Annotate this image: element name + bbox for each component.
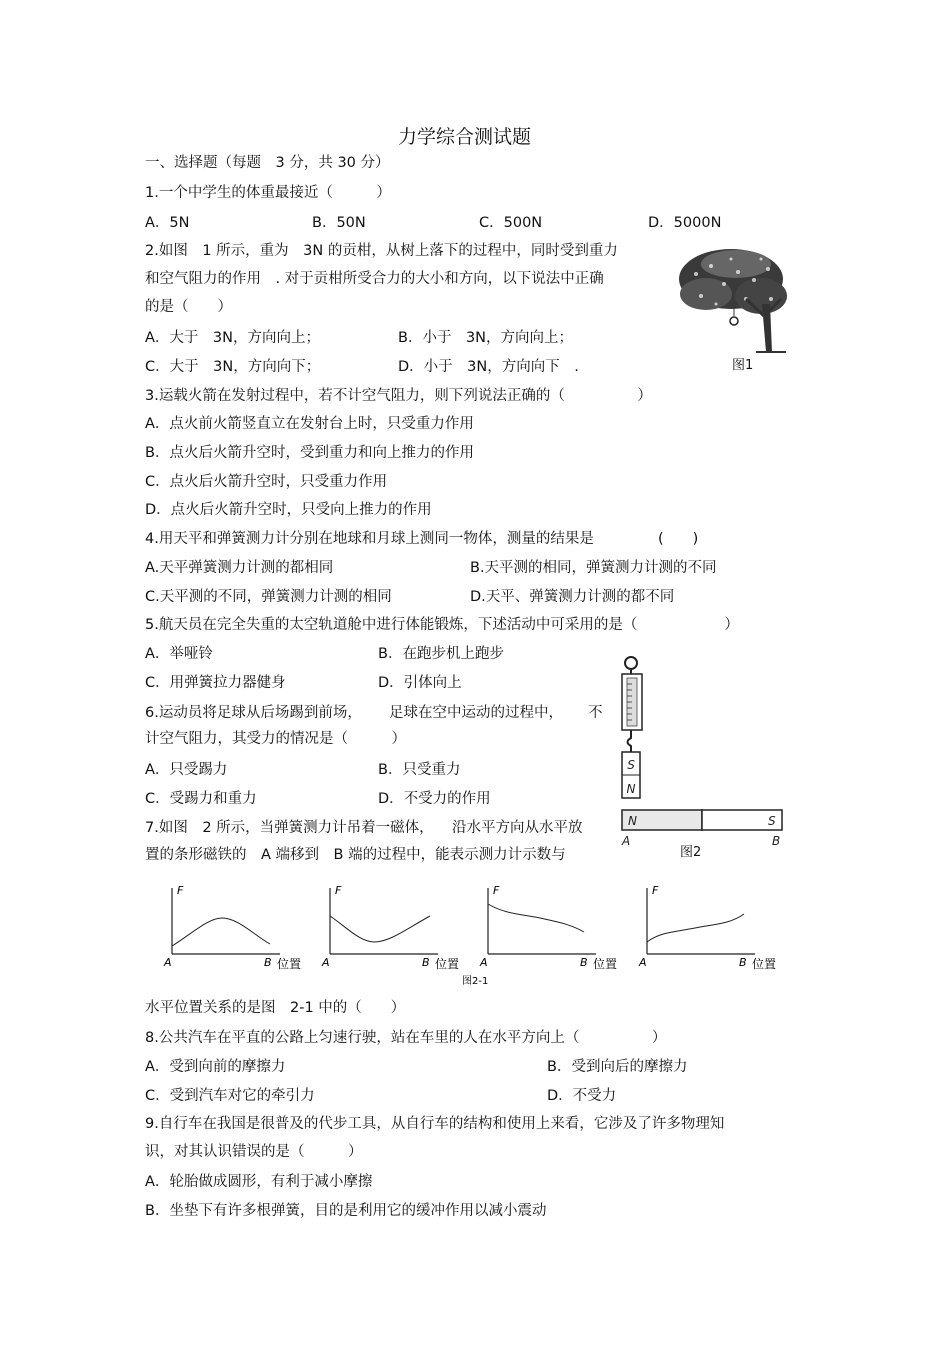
- question-7-line-2: 置的条形磁铁的 A 端移到 B 端的过程中，能表示测力计示数与: [145, 847, 566, 863]
- question-7-line-1a: 7.如图 2 所示，当弹簧测力计吊着一磁体，: [145, 820, 434, 836]
- question-6-line-1a: 6.运动员将足球从后场踢到前场，: [145, 705, 362, 721]
- question-8-option-b: B．受到向后的摩擦力: [547, 1059, 688, 1075]
- question-5-stem: 5.航天员在完全失重的太空轨道舱中进行体能锻炼，下述活动中可采用的是（ ）: [145, 617, 739, 633]
- question-6-option-c: C．受踢力和重力: [145, 791, 257, 807]
- question-8-stem: 8.公共汽车在平直的公路上匀速行驶，站在车里的人在水平方向上（ ）: [145, 1030, 667, 1046]
- bar-magnet-s-label: S: [768, 814, 776, 828]
- graph-options-figure: [160, 880, 790, 990]
- question-4-option-d: D.天平、弹簧测力计测的都不同: [470, 589, 675, 605]
- question-4-option-b: B.天平测的相同，弹簧测力计测的不同: [470, 560, 717, 576]
- bar-magnet-n-label: N: [628, 814, 637, 828]
- graph-3-axis-f: F: [493, 884, 500, 897]
- question-5-option-c: C．用弹簧拉力器健身: [145, 675, 286, 691]
- question-7-line-3: 水平位置关系的是图 2-1 中的（ ）: [145, 1000, 406, 1016]
- graph-4-axis-a: A: [639, 956, 647, 969]
- question-2-option-b: B．小于 3N，方向向上；: [398, 330, 574, 346]
- question-4-paren: ( ): [658, 531, 699, 547]
- question-4-option-a: A.天平弹簧测力计测的都相同: [145, 560, 334, 576]
- graph-3: [479, 884, 617, 971]
- question-1-stem: 1.一个中学生的体重最接近（ ）: [145, 185, 391, 201]
- question-2-option-d: D．小于 3N，方向向下 .: [398, 359, 579, 375]
- question-3-option-a: A．点火前火箭竖直立在发射台上时，只受重力作用: [145, 416, 474, 432]
- graph-2-axis-b: B: [422, 956, 430, 969]
- question-6-option-a: A．只受踢力: [145, 762, 228, 778]
- question-5-option-d: D．引体向上: [378, 675, 462, 691]
- question-5-option-b: B．在跑步机上跑步: [378, 646, 504, 662]
- question-5-option-a: A．举哑铃: [145, 646, 213, 662]
- page-title: 力学综合测试题: [398, 126, 532, 148]
- graph-1-axis-a: A: [164, 956, 172, 969]
- graph-1: [163, 884, 301, 971]
- section-heading: 一、选择题（每题 3 分，共 30 分）: [145, 155, 390, 171]
- question-1-option-a: A．5N: [145, 215, 190, 231]
- graph-2-axis-position: 位置: [435, 957, 460, 971]
- graph-4-axis-b: B: [739, 956, 747, 969]
- question-6-line-2: 计空气阻力，其受力的情况是（ ）: [145, 731, 406, 747]
- end-b-label: B: [772, 834, 781, 848]
- question-4-stem: 4.用天平和弹簧测力计分别在地球和月球上测同一物体，测量的结果是: [145, 531, 594, 547]
- question-9-line-1: 9.自行车在我国是很普及的代步工具，从自行车的结构和使用上来看，它涉及了许多物理知: [145, 1116, 725, 1132]
- graph-4-axis-position: 位置: [752, 957, 777, 971]
- question-6-option-d: D．不受力的作用: [378, 791, 491, 807]
- hanging-magnet-n-label: N: [626, 782, 636, 796]
- graph-3-axis-b: B: [580, 956, 588, 969]
- figure-1-caption: 图1: [732, 358, 754, 373]
- question-4-option-c: C.天平测的不同，弹簧测力计测的相同: [145, 589, 392, 605]
- question-1-option-d: D．5000N: [648, 215, 722, 231]
- question-2-option-c: C．大于 3N，方向向下；: [145, 359, 321, 375]
- graph-4: [638, 884, 776, 971]
- question-2-line-1: 2.如图 1 所示，重为 3N 的贡柑，从树上落下的过程中，同时受到重力: [145, 243, 618, 259]
- graph-1-axis-f: F: [177, 884, 184, 897]
- question-2-line-3: 的是（ ）: [145, 299, 232, 315]
- question-6-line-1c: 不: [588, 705, 603, 721]
- question-8-option-d: D．不受力: [547, 1088, 617, 1104]
- graph-3-axis-position: 位置: [593, 957, 618, 971]
- question-6-line-1b: 足球在空中运动的过程中，: [389, 705, 563, 721]
- figure-2-caption: 图2: [680, 845, 702, 860]
- question-1-option-c: C．500N: [479, 215, 543, 231]
- hanging-magnet-s-label: S: [627, 758, 635, 772]
- spring-scale-magnet-figure: [610, 652, 790, 857]
- question-3-option-d: D．点火后火箭升空时，只受向上推力的作用: [145, 502, 432, 518]
- figure-2-1-caption: 图2-1: [462, 976, 489, 987]
- question-9-option-a: A．轮胎做成圆形，有利于减小摩擦: [145, 1174, 373, 1190]
- question-3-option-c: C．点火后火箭升空时，只受重力作用: [145, 474, 388, 490]
- question-2-option-a: A．大于 3N，方向向上；: [145, 330, 320, 346]
- question-7-line-1b: 沿水平方向从水平放: [452, 820, 583, 836]
- question-9-option-b: B．坐垫下有许多根弹簧，目的是利用它的缓冲作用以减小震动: [145, 1203, 547, 1219]
- graph-1-axis-position: 位置: [277, 957, 302, 971]
- graph-2: [321, 884, 459, 971]
- question-2-line-2: 和空气阻力的作用 . 对于贡柑所受合力的大小和方向，以下说法中正确: [145, 271, 604, 287]
- graph-2-axis-f: F: [335, 884, 342, 897]
- question-3-stem: 3.运载火箭在发射过程中，若不计空气阻力，则下列说法正确的（ ）: [145, 388, 652, 404]
- question-8-option-a: A．受到向前的摩擦力: [145, 1059, 286, 1075]
- question-6-option-b: B．只受重力: [378, 762, 461, 778]
- end-a-label: A: [622, 834, 631, 848]
- graph-3-axis-a: A: [480, 956, 488, 969]
- question-1-option-b: B．50N: [312, 215, 366, 231]
- graph-2-axis-a: A: [322, 956, 330, 969]
- graph-1-axis-b: B: [264, 956, 272, 969]
- question-9-line-2: 识，对其认识错误的是（ ）: [145, 1144, 363, 1160]
- graph-4-axis-f: F: [652, 884, 659, 897]
- question-8-option-c: C．受到汽车对它的牵引力: [145, 1088, 315, 1104]
- question-3-option-b: B．点火后火箭升空时，受到重力和向上推力的作用: [145, 445, 474, 461]
